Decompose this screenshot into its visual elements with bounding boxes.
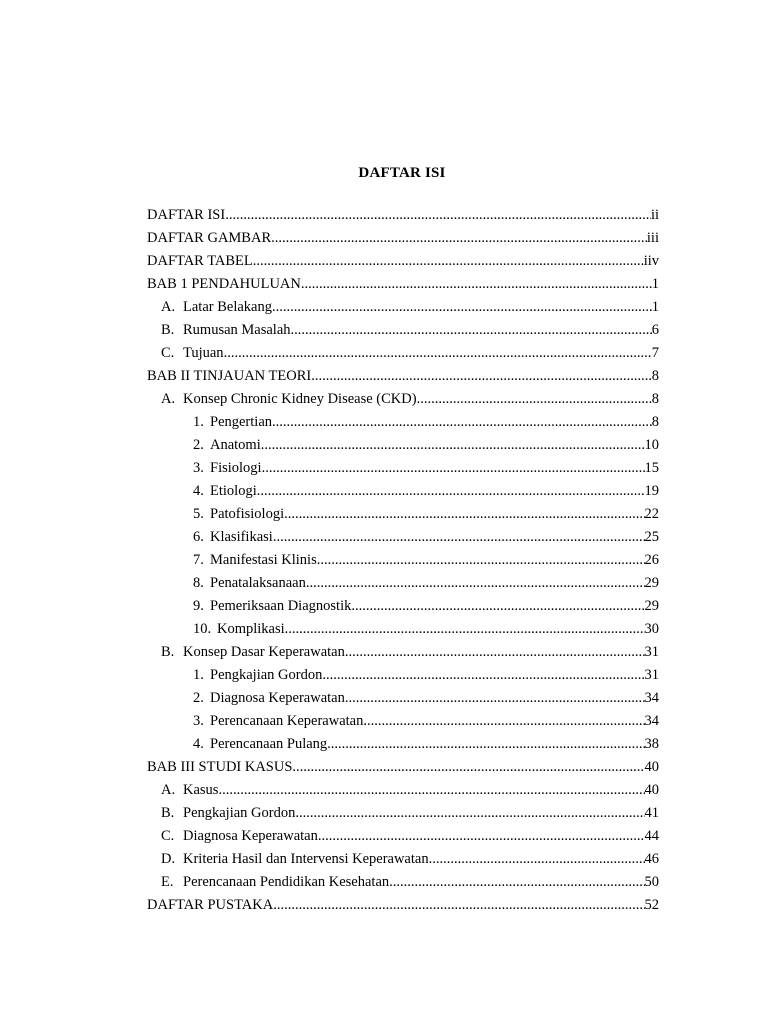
- toc-entry-marker: 4.: [193, 736, 204, 752]
- toc-entry[interactable]: [147, 849, 659, 872]
- toc-entry-label: Perencanaan Pendidikan Kesehatan: [183, 874, 390, 890]
- toc-entry-label: Komplikasi: [217, 621, 285, 637]
- dot-leader: [417, 389, 652, 409]
- toc-entry-label: Perencanaan Keperawatan: [210, 713, 364, 729]
- toc-entry-label: Diagnosa Keperawatan: [210, 690, 345, 706]
- toc-entry-label: Manifestasi Klinis: [210, 552, 317, 568]
- toc-entry-marker: B.: [161, 322, 175, 338]
- toc-entry-page-number: 26: [644, 552, 659, 568]
- toc-entry[interactable]: [147, 872, 659, 895]
- toc-entry-page-number: 31: [644, 667, 659, 683]
- toc-entry-marker: 1.: [193, 414, 204, 430]
- toc-entry-page-number: 40: [644, 782, 659, 798]
- toc-entry-page-number: 7: [651, 345, 659, 361]
- dot-leader: [429, 849, 645, 869]
- toc-entry[interactable]: [147, 550, 659, 573]
- dot-leader: [218, 780, 644, 800]
- toc-entry[interactable]: [147, 205, 659, 228]
- toc-entry[interactable]: [147, 527, 659, 550]
- page-title: DAFTAR ISI: [358, 165, 446, 181]
- toc-entry[interactable]: [147, 343, 659, 366]
- toc-entry-page-number: 8: [651, 391, 659, 407]
- toc-entry-label: Pengkajian Gordon: [183, 805, 296, 821]
- dot-leader: [273, 527, 645, 547]
- dot-leader: [284, 504, 644, 524]
- toc-entry[interactable]: [147, 412, 659, 435]
- toc-entry-page-number: 19: [644, 483, 659, 499]
- dot-leader: [295, 803, 644, 823]
- toc-entry-marker: 2.: [193, 690, 204, 706]
- toc-entry[interactable]: [147, 274, 659, 297]
- dot-leader: [261, 435, 645, 455]
- toc-entry-label: Pengertian: [210, 414, 273, 430]
- toc-entry[interactable]: [147, 734, 659, 757]
- toc-entry-label: BAB II TINJAUAN TEORI: [147, 368, 312, 384]
- dot-leader: [301, 274, 652, 294]
- toc-entry-label: Pemeriksaan Diagnostik: [210, 598, 352, 614]
- toc-entry-label: Rumusan Masalah: [183, 322, 291, 338]
- toc-entry-page-number: 52: [644, 897, 659, 913]
- toc-entry-marker: A.: [161, 299, 176, 315]
- toc-entry[interactable]: [147, 228, 659, 251]
- toc-entry-page-number: 22: [644, 506, 659, 522]
- toc-entry-marker: D.: [161, 851, 176, 867]
- dot-leader: [345, 688, 645, 708]
- toc-entry-page-number: 1: [651, 299, 659, 315]
- toc-entry[interactable]: [147, 320, 659, 343]
- toc-entry[interactable]: [147, 757, 659, 780]
- table-of-contents: [147, 205, 659, 918]
- toc-entry-marker: 7.: [193, 552, 204, 568]
- dot-leader: [262, 458, 645, 478]
- toc-entry-marker: 9.: [193, 598, 204, 614]
- toc-entry-page-number: 34: [644, 713, 659, 729]
- toc-entry[interactable]: [147, 389, 659, 412]
- toc-entry-marker: B.: [161, 644, 175, 660]
- toc-entry-label: DAFTAR PUSTAKA: [147, 897, 274, 913]
- toc-entry[interactable]: [147, 458, 659, 481]
- dot-leader: [311, 366, 652, 386]
- dot-leader: [306, 573, 645, 593]
- dot-leader: [273, 895, 644, 915]
- toc-entry-page-number: 8: [651, 368, 659, 384]
- toc-entry-marker: 10.: [193, 621, 212, 637]
- toc-entry-label: Anatomi: [210, 437, 261, 453]
- toc-entry-marker: 3.: [193, 460, 204, 476]
- toc-entry-label: Perencanaan Pulang: [210, 736, 328, 752]
- toc-entry-page-number: 40: [644, 759, 659, 775]
- toc-entry[interactable]: [147, 504, 659, 527]
- toc-entry[interactable]: [147, 642, 659, 665]
- toc-entry-marker: 1.: [193, 667, 204, 683]
- toc-entry-page-number: 31: [644, 644, 659, 660]
- toc-entry-marker: A.: [161, 782, 176, 798]
- toc-entry[interactable]: [147, 803, 659, 826]
- dot-leader: [363, 711, 644, 731]
- dot-leader: [351, 596, 644, 616]
- toc-entry-marker: 4.: [193, 483, 204, 499]
- dot-leader: [389, 872, 644, 892]
- dot-leader: [272, 412, 652, 432]
- toc-entry-label: Latar Belakang: [183, 299, 272, 315]
- toc-entry-page-number: ii: [650, 207, 659, 223]
- toc-entry-label: Penatalaksanaan: [210, 575, 306, 591]
- toc-entry-page-number: 6: [651, 322, 659, 338]
- toc-entry-label: BAB III STUDI KASUS: [147, 759, 293, 775]
- dot-leader: [272, 297, 652, 317]
- toc-entry[interactable]: [147, 711, 659, 734]
- toc-entry-marker: E.: [161, 874, 174, 890]
- toc-entry[interactable]: [147, 619, 659, 642]
- toc-entry-label: Klasifikasi: [210, 529, 273, 545]
- toc-entry-page-number: 46: [644, 851, 659, 867]
- toc-entry-page-number: 8: [651, 414, 659, 430]
- toc-entry[interactable]: [147, 665, 659, 688]
- toc-entry-page-number: 25: [644, 529, 659, 545]
- toc-entry-label: Konsep Dasar Keperawatan: [183, 644, 345, 660]
- toc-entry-page-number: 34: [644, 690, 659, 706]
- toc-entry[interactable]: [147, 688, 659, 711]
- toc-entry-page-number: 44: [644, 828, 659, 844]
- toc-entry-page-number: 1: [651, 276, 659, 292]
- toc-entry-label: Diagnosa Keperawatan: [183, 828, 318, 844]
- toc-entry-page-number: iiv: [643, 253, 659, 269]
- toc-entry-label: DAFTAR TABEL: [147, 253, 253, 269]
- dot-leader: [317, 550, 645, 570]
- toc-entry-label: Konsep Chronic Kidney Disease (CKD): [183, 391, 417, 407]
- toc-entry[interactable]: [147, 366, 659, 389]
- toc-entry[interactable]: [147, 826, 659, 849]
- toc-entry-label: Fisiologi: [210, 460, 262, 476]
- toc-entry-marker: 3.: [193, 713, 204, 729]
- toc-entry-page-number: 29: [644, 598, 659, 614]
- dot-leader: [285, 619, 645, 639]
- dot-leader: [292, 757, 644, 777]
- dot-leader: [225, 205, 651, 225]
- dot-leader: [345, 642, 645, 662]
- toc-entry-label: DAFTAR ISI: [147, 207, 226, 223]
- toc-entry-marker: C.: [161, 345, 175, 361]
- toc-entry-label: DAFTAR GAMBAR: [147, 230, 272, 246]
- toc-entry-page-number: 10: [644, 437, 659, 453]
- toc-entry[interactable]: [147, 297, 659, 320]
- toc-entry-marker: B.: [161, 805, 175, 821]
- toc-entry[interactable]: [147, 895, 659, 918]
- toc-entry-label: Pengkajian Gordon: [210, 667, 323, 683]
- toc-entry-marker: 5.: [193, 506, 204, 522]
- dot-leader: [257, 481, 645, 501]
- toc-entry-label: Patofisiologi: [210, 506, 285, 522]
- dot-leader: [327, 734, 644, 754]
- toc-entry-marker: C.: [161, 828, 175, 844]
- toc-entry-label: Kasus: [183, 782, 219, 798]
- toc-entry-label: BAB 1 PENDAHULUAN: [147, 276, 301, 292]
- toc-entry-page-number: 29: [644, 575, 659, 591]
- toc-entry-page-number: 41: [644, 805, 659, 821]
- toc-entry[interactable]: [147, 596, 659, 619]
- toc-entry-label: Etiologi: [210, 483, 257, 499]
- dot-leader: [291, 320, 652, 340]
- toc-entry[interactable]: [147, 435, 659, 458]
- toc-entry[interactable]: [147, 481, 659, 504]
- toc-entry-marker: 6.: [193, 529, 204, 545]
- dot-leader: [322, 665, 644, 685]
- toc-entry-marker: 2.: [193, 437, 204, 453]
- dot-leader: [253, 251, 644, 271]
- toc-entry-label: Kriteria Hasil dan Intervensi Keperawatan: [183, 851, 429, 867]
- toc-entry-marker: A.: [161, 391, 176, 407]
- toc-entry-marker: 8.: [193, 575, 204, 591]
- toc-entry-page-number: 15: [644, 460, 659, 476]
- toc-entry-page-number: iii: [646, 230, 659, 246]
- toc-entry-page-number: 30: [644, 621, 659, 637]
- dot-leader: [224, 343, 652, 363]
- toc-entry[interactable]: [147, 780, 659, 803]
- toc-entry-page-number: 50: [644, 874, 659, 890]
- toc-entry[interactable]: [147, 573, 659, 596]
- dot-leader: [318, 826, 645, 846]
- toc-entry-label: Tujuan: [183, 345, 224, 361]
- toc-entry-page-number: 38: [644, 736, 659, 752]
- dot-leader: [271, 228, 647, 248]
- toc-entry[interactable]: [147, 251, 659, 274]
